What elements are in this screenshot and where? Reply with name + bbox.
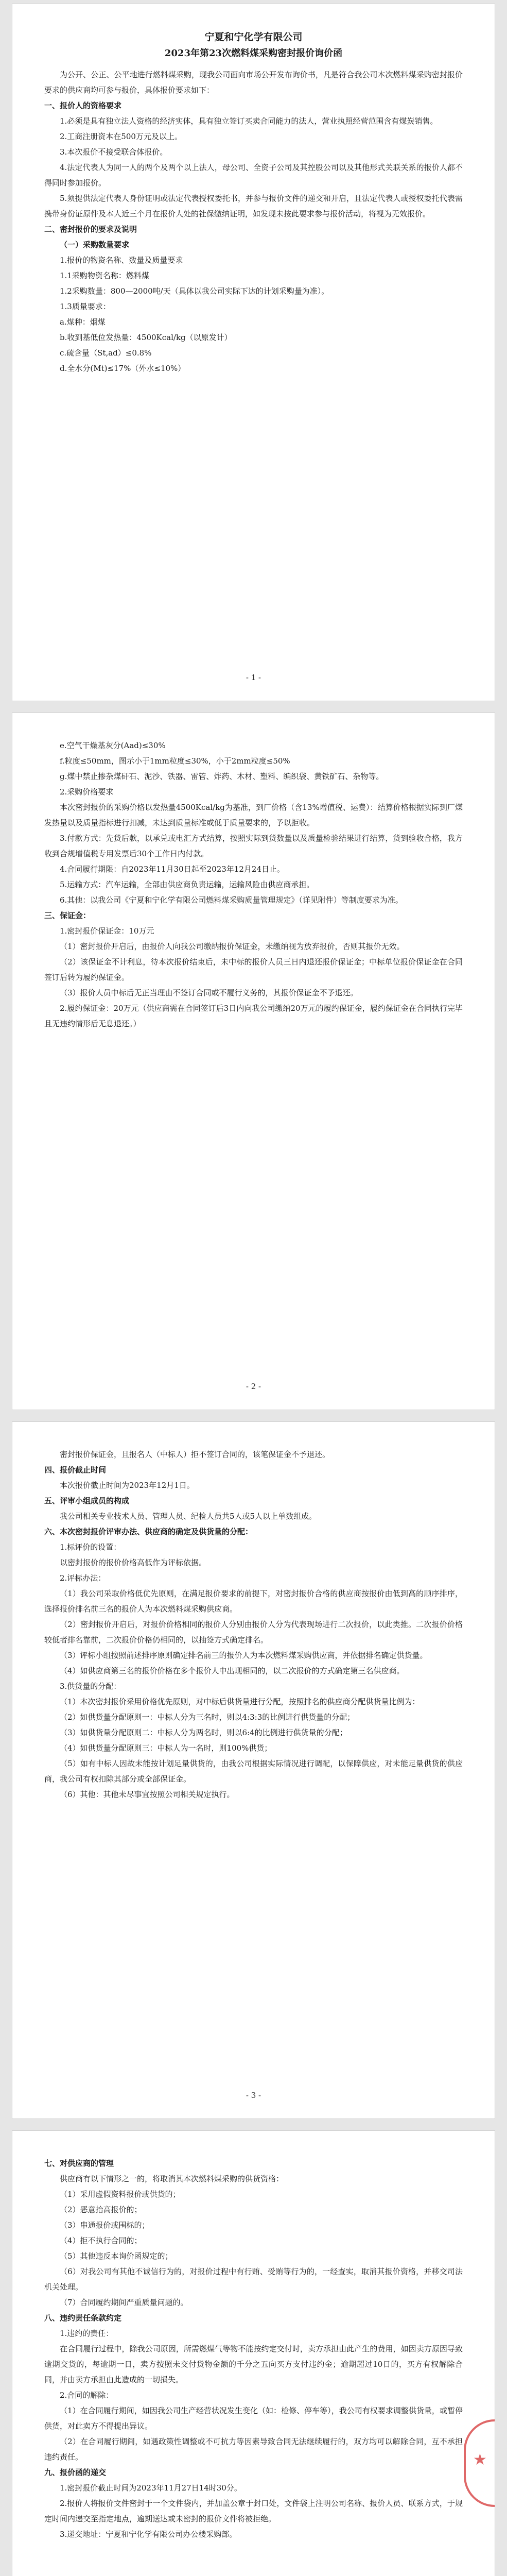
document-page-1 [12, 4, 495, 701]
list-item: （3）如供货量分配原则二：中标人分为两名时，则以6:4的比例进行供货量的分配； [60, 1728, 347, 1737]
seam-stamp-icon: ★ [464, 2419, 495, 2507]
intro-paragraph: 为公开、公正、公平地进行燃料煤采购，现我公司面向市场公开发布询价书，凡是符合我公司本次燃料煤采购密封报价要求的供应商均可参与报价，具体报价要求如下： [44, 70, 463, 95]
paragraph: 供应商有以下情形之一的，将取消其本次燃料煤采购的供货资格： [60, 2174, 284, 2183]
section-heading: 二、密封报价的要求及说明 [44, 225, 137, 234]
list-item: b.收到基低位发热量：4500Kcal/kg（以原发计） [60, 333, 232, 342]
paragraph: 密封报价保证金，且报名人（中标人）拒不签订合同的，该笔保证金不予退还。 [60, 1450, 330, 1459]
section-heading: 六、本次密封报价评审办法、供应商的确定及供货量的分配： [44, 1527, 253, 1536]
page-number: - 1 - [246, 673, 261, 682]
list-item: （4）如供应商第三名的报价价格在多个报价人中出现相同的，以二次报价的方式确定第三名供应商。 [60, 1666, 405, 1675]
subsection-heading: 1.标评价的设置： [60, 1543, 121, 1552]
section-heading: 七、对供应商的管理 [44, 2159, 114, 2168]
list-item: （7）合同履约期间严重质量问题的。 [60, 2298, 188, 2307]
list-item: f.粒度≤50mm，图示小于1mm粒度≤30%，小于2mm粒度≤50% [60, 756, 290, 766]
list-item: （3）报价人员中标后无正当理由不签订合同或不履行义务的，其报价保证金不予退还。 [60, 988, 358, 997]
list-item: 1.密封报价保证金：10万元 [60, 926, 154, 936]
list-item: （3）评标小组按照前述排序原则确定排名前三的报价人为本次燃料煤采购供应商，并依据排名确定供货量。 [60, 1651, 428, 1660]
document-page-2 [12, 713, 495, 1410]
paragraph: 本次报价截止时间为2023年12月1日。 [60, 1481, 195, 1490]
list-item: （1）采用虚假资料报价或供货的； [60, 2190, 181, 2199]
list-item: 1.报价的物资名称、数量及质量要求 [60, 256, 183, 265]
list-item: 1.2采购数量：800—2000吨/天（具体以我公司实际下达的计划采购量为准）。 [60, 286, 329, 296]
document-page-4 [12, 2131, 495, 2576]
section-heading: 一、报价人的资格要求 [44, 101, 122, 110]
list-item: （4）如供货量分配原则三：中标人为一名时，则100%供货； [60, 1743, 272, 1753]
list-item: 1.1采购物资名称：燃料煤 [60, 271, 149, 280]
paragraph: 我公司相关专业技术人员、管理人员、纪检人员共5人或5人以上单数组成。 [60, 1512, 317, 1521]
list-item: 4.法定代表人为同一人的两个及两个以上法人，母公司、全资子公司及其控股公司以及其他形式关联关系的报价人都不得同时参加报价。 [44, 163, 463, 188]
document-title: 2023年第23次燃料煤采购密封报价询价函 [164, 48, 343, 59]
list-item: e.空气干燥基灰分(Aad)≤30% [60, 741, 166, 750]
list-item: （3）串通报价或围标的； [60, 2221, 150, 2230]
document-page-3 [12, 1422, 495, 2119]
list-item: 2.报价人将报价文件密封于一个文件袋内，并加盖公章于封口处，文件袋上注明公司名称、报价人员、联系方式，于规定时间内递交至指定地点，逾期送达或未密封的报价文件将被拒绝。 [44, 2499, 463, 2523]
list-item: 3.递交地址：宁夏和宁化学有限公司办公楼采购部。 [60, 2530, 237, 2539]
list-item: （2）密封报价开启后，对报价价格相同的报价人分别由报价人分为代表现场进行二次报价，以此类推。二次报价价格较低者排名靠前，二次报价价格仍相同的，以抽签方式确定排名。 [44, 1620, 463, 1645]
subsection-heading: 2.采购价格要求 [60, 787, 114, 796]
list-item: （1）密封报价开启后，由报价人向我公司缴纳报价保证金，未缴纳视为放弃报价，否则其报价无效。 [60, 942, 405, 951]
list-item: 1.必须是具有独立法人资格的经济实体，具有独立签订买卖合同能力的法人，营业执照经营范围含有煤炭销售。 [60, 116, 438, 126]
list-item: 5.须提供法定代表人身份证明或法定代表授权委托书，并参与报价文件的递交和开启，且法定代表人或授权委托代表需携带身份证原件及本人近三个月在报价人处的社保缴纳证明，如发现未按此要求参与报价活动，将视为无效报价。 [44, 194, 463, 218]
section-heading: 九、报价函的递交 [44, 2468, 107, 2477]
paragraph: 4.合同履行期限：自2023年11月30日起至2023年12月24日止。 [60, 865, 285, 874]
list-item: 1.3质量要求： [60, 302, 111, 311]
list-item: （2）恶意抬高报价的； [60, 2205, 142, 2214]
paragraph: 本次密封报价的采购价格以发热量4500Kcal/kg为基准，到厂价格（含13%增值税、运费）：结算价格根据实际到厂煤发热量以及质量指标进行扣减，未达到质量标准或低于质量要求的，予以拒收。 [44, 803, 463, 827]
list-item: g.煤中禁止掺杂煤矸石、泥沙、铁器、雷管、炸药、木材、塑料、编织袋、黄铁矿石、杂物等。 [60, 772, 384, 781]
paragraph: 6.其他：以我公司《宁夏和宁化学有限公司燃料煤采购质量管理规定》（详见附件）等制度要求为准。 [60, 895, 403, 905]
subsection-heading: 2.评标办法： [60, 1573, 106, 1583]
list-item: 1.密封报价截止时间为2023年11月27日14时30分。 [60, 2483, 242, 2493]
list-item: 2.工商注册资本在500万元及以上。 [60, 132, 182, 141]
list-item: （1）在合同履行期间，如因我公司生产经营状况发生变化（如：检修、停车等），我公司有权要求调整供货量，或暂停供货，对此卖方不得提出异议。 [44, 2406, 463, 2431]
list-item: a.煤种：烟煤 [60, 317, 106, 327]
list-item: （4）拒不执行合同的； [60, 2236, 142, 2245]
list-item: （2）如供货量分配原则一：中标人分为三名时，则以4:3:3的比例进行供货量的分配； [60, 1713, 355, 1722]
list-item: 2.履约保证金：20万元（供应商需在合同签订后3日内向我公司缴纳20万元的履约保证金，履约保证金在合同执行完毕且无违约情形后无息退还。） [44, 1004, 463, 1028]
list-item: （6）其他：其他未尽事宜按照公司相关规定执行。 [60, 1790, 235, 1799]
section-heading: 三、保证金： [44, 911, 91, 920]
list-item: （2）该保证金不计利息，待本次报价结束后，未中标的报价人员三日内退还报价保证金；中标单位报价保证金在合同签订后转为履约保证金。 [44, 957, 463, 982]
list-item: （5）其他违反本询价函规定的； [60, 2251, 173, 2261]
company-name: 宁夏和宁化学有限公司 [204, 31, 303, 43]
list-item: c.硫含量（St,ad）≤0.8% [60, 348, 152, 358]
list-item: 在合同履行过程中，除我公司原因，所需燃煤气等物不能按约定交付时，卖方承担由此产生的费用，如因卖方原因导致逾期交货的，每逾期一日，卖方按照未交付货物金额的千分之五向买方支付违约金；逾期超过10日的，买方有权解除合同，并由卖方承担由此造成的一切损失。 [44, 2344, 463, 2384]
paragraph: 5.运输方式：汽车运输，全部由供应商负责运输，运输风险由供应商承担。 [60, 880, 314, 889]
section-heading: 五、评审小组成员的构成 [44, 1496, 130, 1505]
page-number: - 3 - [246, 2091, 261, 2100]
section-heading: 八、违约责任条款约定 [44, 2313, 122, 2323]
subsection-heading: （一）采购数量要求 [60, 240, 130, 249]
list-item: （6）对我公司有其他不诚信行为的，对报价过程中有行贿、受贿等行为的，一经查实，取消其报价资格，并移交司法机关处理。 [44, 2267, 463, 2292]
list-item: 2.合同的解除： [60, 2391, 114, 2400]
list-item: 1.违约的责任： [60, 2329, 114, 2338]
list-item: （1）本次密封报价采用价格优先原则，对中标后供货量进行分配，按照排名的供应商分配供货量比例为： [60, 1697, 420, 1706]
paragraph: 以密封报价的报价价格高低作为评标依据。 [60, 1558, 207, 1567]
list-item: （5）如有中标人因故未能按计划足量供货的，由我公司根据实际情况进行调配，以保障供应，对未能足量供货的供应商，我公司有权扣除其部分或全部保证金。 [44, 1759, 463, 1784]
section-heading: 四、报价截止时间 [44, 1465, 107, 1475]
subsection-heading: 3.供货量的分配： [60, 1682, 121, 1691]
page-number: - 2 - [246, 1382, 261, 1391]
list-item: d.全水分(Mt)≤17%（外水≤10%） [60, 364, 186, 373]
list-item: （1）我公司采取价格低优先原则，在满足报价要求的前提下，对密封报价合格的供应商按报价由低到高的顺序排序，选择报价排名前三名的报价人为本次燃料煤采购供应商。 [44, 1589, 463, 1614]
list-item: （2）在合同履行期间，如遇政策性调整或不可抗力等因素导致合同无法继续履行的，双方均可以解除合同，互不承担违约责任。 [44, 2437, 463, 2462]
list-item: 3.本次报价不接受联合体报价。 [60, 147, 168, 157]
paragraph: 3.付款方式：先货后款，以承兑或电汇方式结算，按照实际到货数量以及质量检验结果进行结算，货到验收合格，我方收到合规增值税专用发票后30个工作日内付款。 [44, 834, 463, 858]
